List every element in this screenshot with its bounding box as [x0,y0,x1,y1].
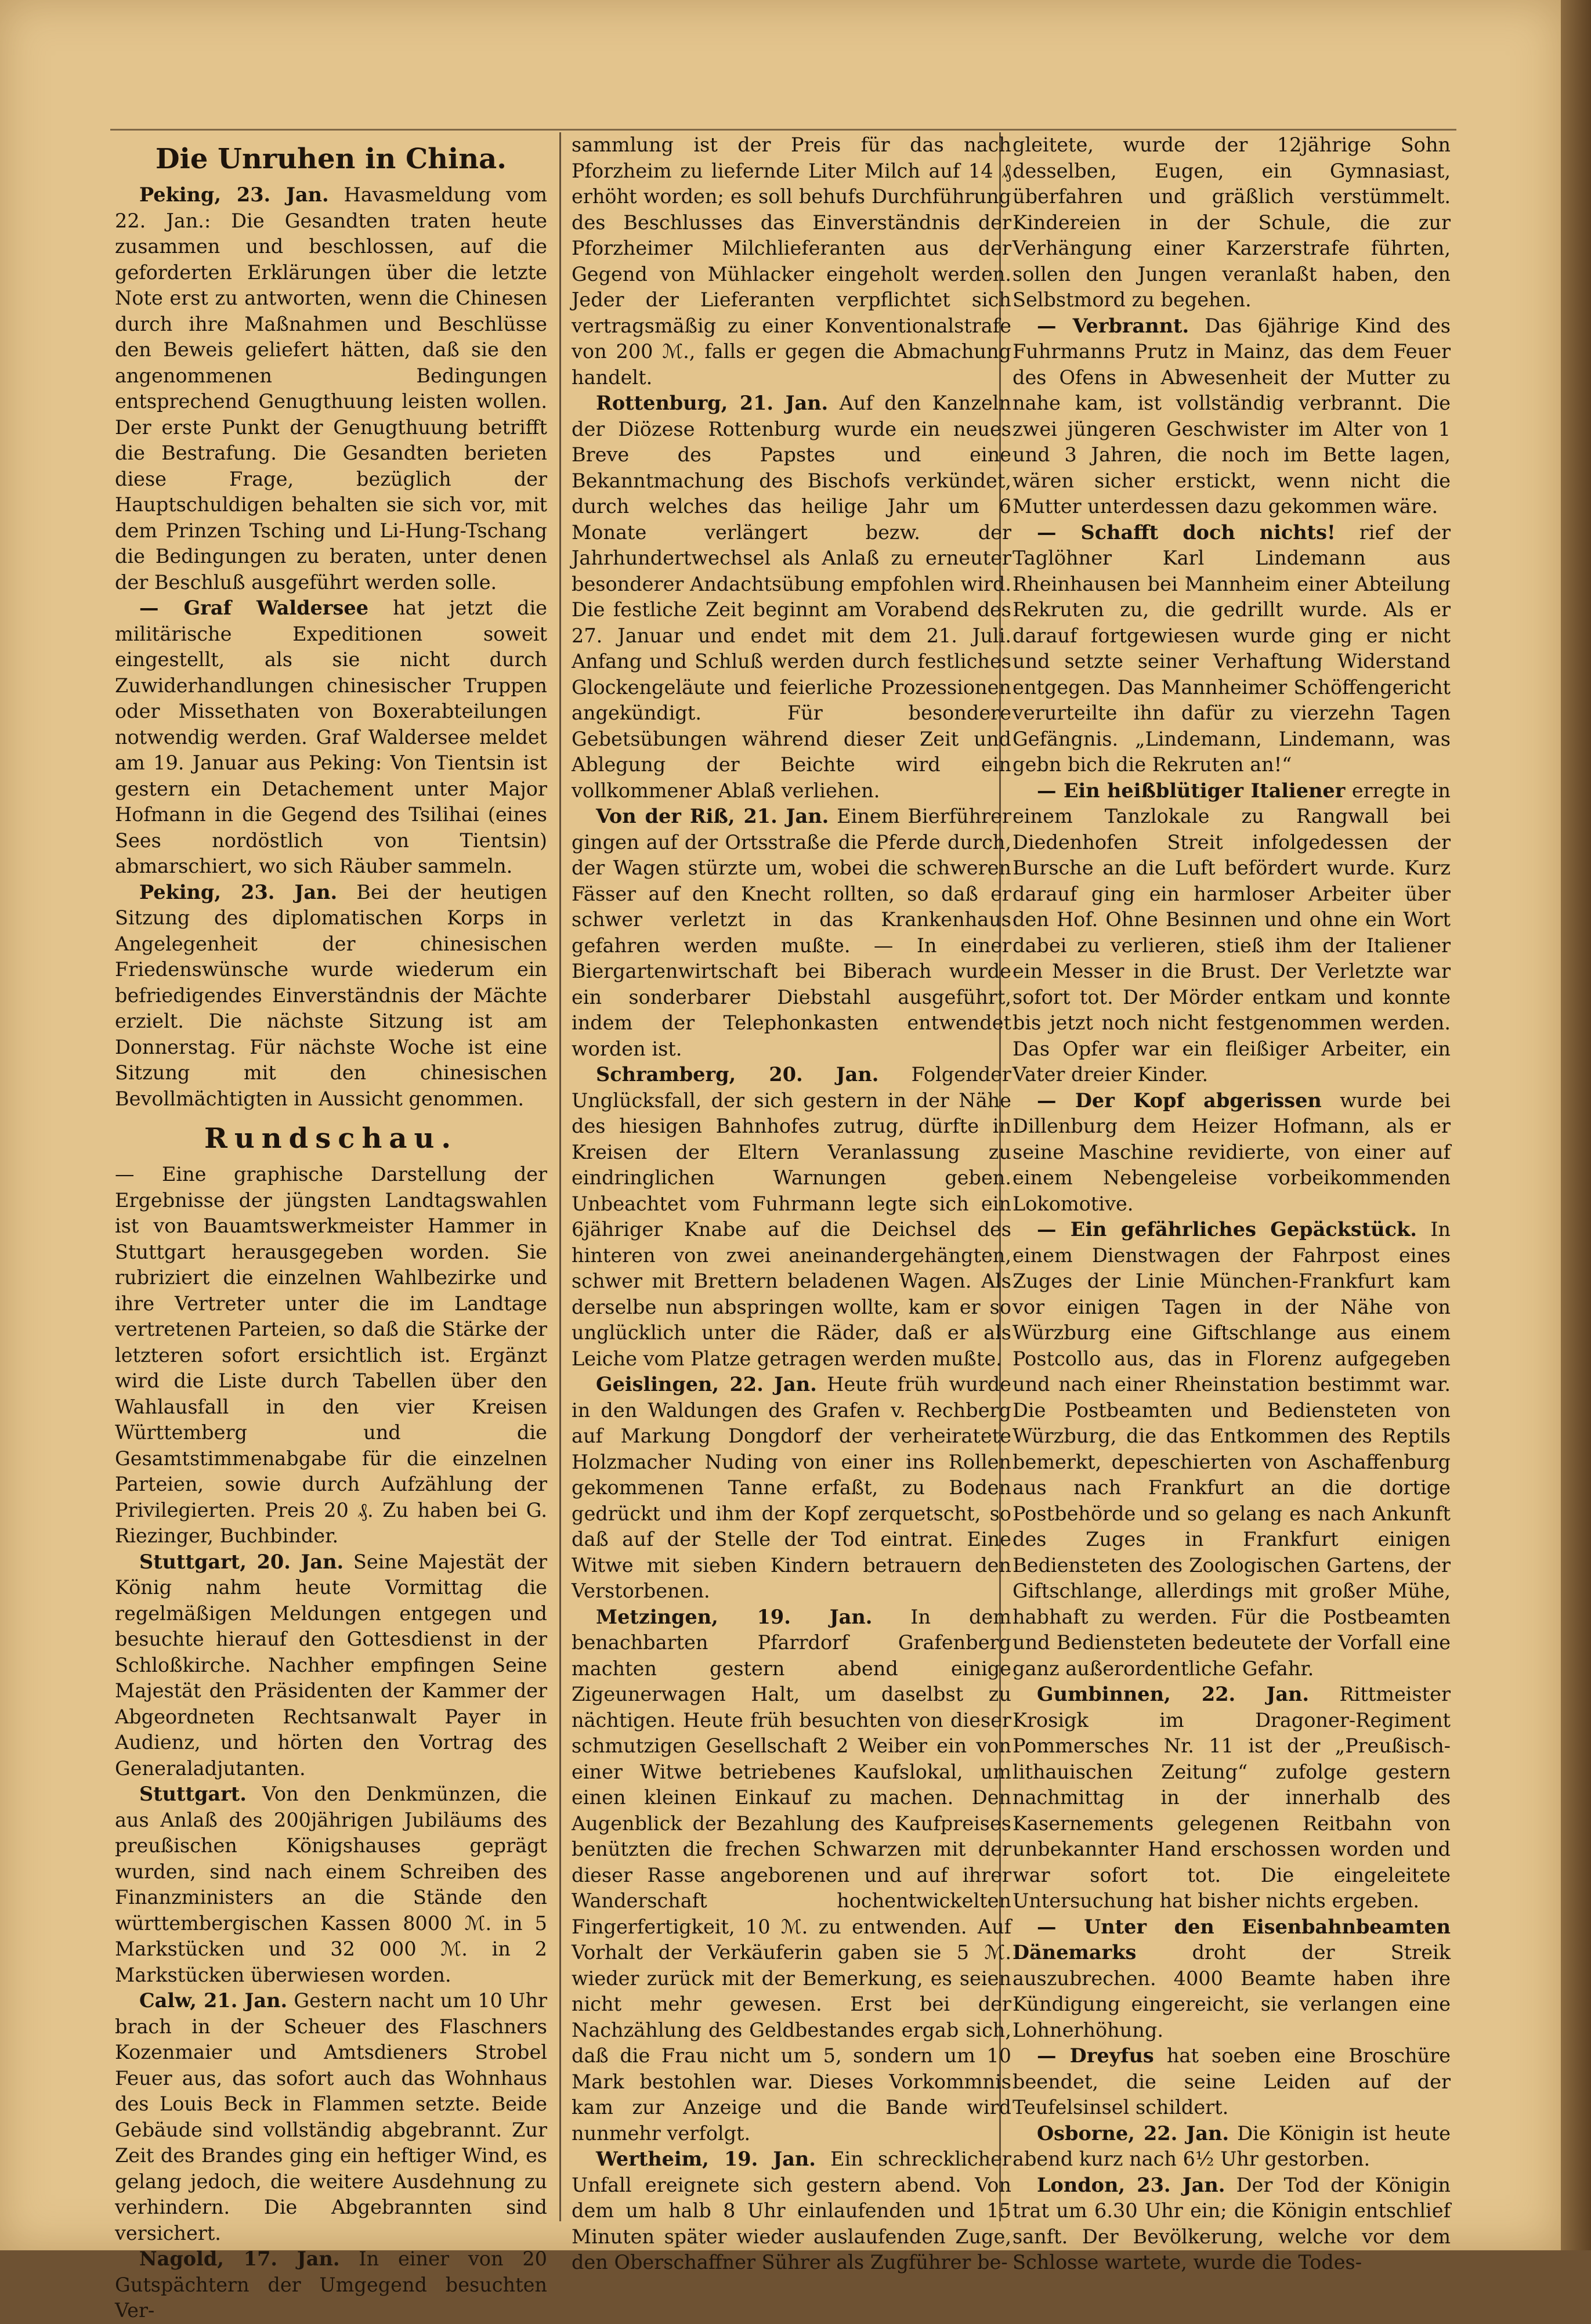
article-text: Bei der heutigen Sitzung des diplomatischen Korps in Angelegenheit der chinesischen Friedenswünsche wurde wiederum ein befriedigendes Einverständnis der Mächte erzielt. Die nächste Sitzung ist am Donnerstag. Für nächste Woche ist eine Sitzung mit den chinesischen Bevollmächtigten in Aussicht genommen. [115,880,547,1110]
column-rule [559,132,561,2221]
article-text: Havasmeldung vom 22. Jan.: Die Gesandten traten heute zusammen und beschlossen, auf die geforderten Erklärungen über die letzte Note erst zu antworten, wenn die Chinesen durch ihre Maßnahmen und Beschlüsse den Beweis geliefert hätten, daß sie den angenommenen Bedingungen entsprechend Genugthuung leisten wollen. Der erste Punkt der Genugthuung betrifft die Bestrafung. Die Gesandten berieten diese Frage, bezüglich der Hauptschuldigen behalten sie sich vor, mit dem Prinzen Tsching und Li-Hung-Tschang die Bedingungen zu beraten, unter denen der Beschluß ausgeführt werden solle. [115,183,547,594]
article-text: Der Tod der Königin trat um 6.30 Uhr ein; die Königin entschlief sanft. Der Bevölkerung, welche vor dem Schlosse wartete, wurde die Todes- [1013,2173,1451,2274]
article-lead: Osborne, 22. Jan. [1037,2121,1229,2145]
article-lead: — Dreyfus [1037,2044,1154,2067]
article-paragraph [1013,1682,1451,1914]
heading-rundschau: Rundschau. [204,1122,458,1155]
article-text: Die Königin ist heute abend kurz nach 6½ Uhr gestorben. [1013,2121,1451,2170]
top-rule [110,129,1456,131]
article-paragraph [1013,313,1451,520]
article-text: Seine Majestät der König nahm heute Vormittag die regelmäßigen Meldungen entgegen und besuchte hierauf den Gottesdienst in der Schloßkirche. Nachher empfingen Seine Majestät den Präsidenten der Kammer der Abgeordneten Rechtsanwalt Payer in Audienz, und hörten den Vortrag des Generaladjutanten. [115,1550,548,1780]
article-paragraph [1013,1217,1451,1682]
article-lead: — Schafft doch nichts! [1037,521,1336,544]
article-lead: — Verbrannt. [1037,314,1189,337]
article-text: hat jetzt die militärische Expeditionen soweit eingestellt, als sie nicht durch Zuwiderhandlungen chinesischer Truppen oder Missethaten von Boxerabteilungen notwendig werden. Graf Waldersee meldet am 19. Januar aus Peking: Von Tientsin ist gestern ein Detachement unter Major Hofmann in die Gegend des Tsilihai (eines Sees nordöstlich von Tientsin) abmarschiert, wo sich Räuber sammeln. [115,597,547,877]
article-paragraph [1013,2173,1451,2276]
article-lead: — Der Kopf abgerissen [1037,1089,1322,1112]
article-paragraph [115,1988,547,2246]
col1b-articles [115,1162,547,2324]
article-text: gleitete, wurde der 12jährige Sohn desselben, Eugen, ein Gymnasiast, überfahren und gräßlich verstümmelt. Kindereien in der Schule, die zur Verhängung einer Karzerstrafe führten, sollen den Jungen veranlaßt haben, den Selbstmord zu begehen. [1013,133,1451,311]
article-text: In einer von 20 Gutspächtern der Umgegend besuchten Ver- [115,2247,547,2322]
article-paragraph [115,1162,547,1549]
column-3 [1013,132,1451,2274]
article-lead: — Unter den Eisenbahnbeamten Dänemarks [1013,1915,1451,1964]
article-text: — Eine graphische Darstellung der Ergebnisse der jüngsten Landtagswahlen ist von Bauamtswerkmeister Hammer in Stuttgart herausgegeben worden. Sie rubriziert die einzelnen Wahlbezirke und ihre Vertreter unter die im Landtage vertretenen Parteien, so daß die Stärke der letzteren sofort ersichtlich ist. Ergänzt wird die Liste durch Tabellen über den Wahlausfall in den vier Kreisen Württemberg und die Gesamtstimmenabgabe für die einzelnen Parteien, sowie durch Aufzählung der Privilegierten. Preis 20 ₰. Zu haben bei G. Riezinger, Buchbinder. [115,1163,547,1547]
article-text: Das 6jährige Kind des Fuhrmanns Prutz in Mainz, das dem Feuer des Ofens in Abwesenheit der Mutter zu nahe kam, ist vollständig verbrannt. Die zwei jüngeren Geschwister im Alter von 1 und 3 Jahren, die noch im Bette lagen, wären sicher erstickt, wenn nicht die Mutter unterdessen dazu gekommen wäre. [1013,314,1451,518]
article-lead: Nagold, 17. Jan. [139,2247,340,2270]
article-text: erregte in einem Tanzlokale zu Rangwall bei Diedenhofen Streit infolgedessen der Bursche an die Luft befördert wurde. Kurz darauf ging ein harmloser Arbeiter über den Hof. Ohne Besinnen und ohne ein Wort dabei zu verlieren, stieß ihm der Italiener ein Messer in die Brust. Der Verletzte war sofort tot. Der Mörder entkam und konnte bis jetzt noch nicht festgenommen werden. Das Opfer war ein fleißiger Arbeiter, ein Vater dreier Kinder. [1013,779,1451,1086]
article-paragraph [572,132,1011,391]
article-text: In dem benachbarten Pfarrdorf Grafenberg machten gestern abend einige Zigeunerwagen Halt, um daselbst zu nächtigen. Heute früh besuchten von dieser schmutzigen Gesellschaft 2 Weiber ein von einer Witwe betriebenes Kaufslokal, um einen kleinen Einkauf zu machen. Den Augenblick der Bezahlung des Kaufpreises benützten die frechen Schwarzen mit der dieser Rasse angeborenen und auf ihrer Wanderschaft hochentwickelten Fingerfertigkeit, 10 ℳ. zu entwenden. Auf Vorhalt der Verkäuferin gaben sie 5 ℳ. wieder zurück mit der Bemerkung, es seien nicht mehr gewesen. Erst bei der Nachzählung des Geldbestandes ergab sich, daß die Frau nicht um 5, sondern um 10 Mark bestohlen war. Dieses Vorkommnis kam zur Anzeige und die Bande wird nunmehr verfolgt. [572,1605,1012,2145]
article-text: sammlung ist der Preis für das nach Pforzheim zu liefernde Liter Milch auf 14 ₰ erhöht worden; es soll behufs Durchführung des Beschlusses das Einverständnis der Pforzheimer Milchlieferanten aus der Gegend von Mühlacker eingeholt werden. Jeder der Lieferanten verpflichtet sich vertragsmäßig zu einer Konventionalstrafe von 200 ℳ., falls er gegen die Abmachung handelt. [572,133,1011,389]
article-text: rief der Taglöhner Karl Lindemann aus Rheinhausen bei Mannheim einer Abteilung Rekruten zu, die gedrillt wurde. Als er darauf fortgewiesen wurde ging er nicht und setzte seiner Verhaftung Widerstand entgegen. Das Mannheimer Schöffengericht verurteilte ihn dafür zu vierzehn Tagen Gefängnis. „Lindemann, Lindemann, was gebn bich die Rekruten an!“ [1013,521,1451,776]
article-lead: Wertheim, 19. Jan. [596,2148,816,2170]
article-lead: — Graf Waldersee [139,597,369,619]
article-paragraph [115,182,547,595]
article-lead: Gumbinnen, 22. Jan. [1037,1683,1310,1705]
article-paragraph [115,1549,547,1782]
article-paragraph [115,2246,547,2324]
article-text: hat soeben eine Broschüre beendet, die seine Leiden auf der Teufelsinsel schildert. [1013,2044,1451,2119]
article-lead: Rottenburg, 21. Jan. [596,392,829,414]
article-text: droht der Streik auszubrechen. 4000 Beamte haben ihre Kündigung eingereicht, sie verlangen eine Lohnerhöhung. [1013,1941,1451,2041]
article-lead: Peking, 23. Jan. [139,880,338,903]
article-text: Einem Bierführer gingen auf der Ortsstraße die Pferde durch, der Wagen stürzte um, wobei die schweren Fässer auf den Knecht rollten, so daß er schwer verletzt in das Krankenhaus gefahren werden mußte. — In einer Biergartenwirtschaft bei Biberach wurde ein sonderbarer Diebstahl ausgeführt, indem der Telephonkasten entwendet worden ist. [572,805,1011,1060]
article-text: Gestern nacht um 10 Uhr brach in der Scheuer des Flaschners Kozenmaier und Amtsdieners Strobel Feuer aus, das sofort auch das Wohnhaus des Louis Beck in Flammen setzte. Beide Gebäude sind vollständig abgebrannt. Zur Zeit des Brandes ging ein heftiger Wind, es gelang jedoch, die weitere Ausdehnung zu verhindern. Die Abgebrannten sind versichert. [115,1989,548,2245]
article-paragraph [572,1062,1011,1372]
article-paragraph [1013,778,1451,1088]
article-text: wurde bei Dillenburg dem Heizer Hofmann, als er seine Maschine revidierte, von einer auf einem Nebengeleise vorbeikommenden Lokomotive. [1013,1089,1451,1215]
article-paragraph [572,1372,1011,1604]
article-lead: Peking, 23. Jan. [139,183,329,206]
column-2 [572,132,1012,2274]
article-paragraph [1013,1088,1451,1217]
article-lead: London, 23. Jan. [1037,2173,1225,2196]
article-text: Folgender Unglücksfall, der sich gestern in der Nähe des hiesigen Bahnhofes zutrug, dürfte in Kreisen der Eltern Veranlassung zu eindringlichen Warnungen geben. Unbeachtet vom Fuhrmann legte sich ein 6jähriger Knabe auf die Deichsel des hinteren von zwei aneinandergehängten, schwer mit Brettern beladenen Wagen. Als derselbe nun abspringen wollte, kam er so unglücklich unter die Räder, daß er als Leiche vom Platze getragen werden mußte. [572,1063,1011,1370]
article-paragraph [572,391,1011,804]
page-edge [1561,0,1591,2250]
article-paragraph [1013,2121,1451,2173]
article-paragraph [1013,132,1451,313]
article-lead: Metzingen, 19. Jan. [596,1605,873,1628]
article-paragraph [1013,2043,1451,2121]
article-lead: Schramberg, 20. Jan. [596,1063,879,1086]
col1-articles [115,182,547,1112]
article-paragraph [115,595,547,880]
article-lead: Stuttgart. [139,1783,247,1805]
col3-articles [1013,132,1451,2276]
article-paragraph [115,1781,547,1988]
article-lead: Calw, 21. Jan. [139,1989,288,2012]
article-paragraph [572,2146,1011,2276]
article-lead: Stuttgart, 20. Jan. [139,1550,344,1573]
article-text: In einem Dienstwagen der Fahrpost eines Zuges der Linie München-Frankfurt kam vor einigen Tagen in der Nähe von Würzburg eine Giftschlange aus einem Postcollo aus, das in Florenz aufgegeben und nach einer Rheinstation bestimmt war. Die Postbeamten und Bediensteten von Würzburg, die das Entkommen des Reptils bemerkt, depeschierten von Aschaffenburg aus nach Frankfurt an die dortige Postbehörde und so gelang es nach Ankunft des Zuges in Frankfurt einigen Bediensteten des Zoologischen Gartens, der Giftschlange, allerdings mit großer Mühe, habhaft zu werden. Für die Postbeamten und Bediensteten bedeutete der Vorfall eine ganz außerordentliche Gefahr. [1013,1218,1451,1680]
article-paragraph [1013,520,1451,778]
article-text: Von den Denkmünzen, die aus Anlaß des 200jährigen Jubiläums des preußischen Königshauses geprägt wurden, sind nach einem Schreiben des Finanzministers an die Stände den württembergischen Kassen 8000 ℳ. in 5 Markstücken und 32 000 ℳ. in 2 Markstücken überwiesen worden. [115,1783,547,1986]
article-lead: Von der Riß, 21. Jan. [596,805,829,827]
article-paragraph [572,804,1011,1062]
col2-articles [572,132,1011,2276]
article-text: Auf den Kanzeln der Diözese Rottenburg wurde ein neues Breve des Papstes und eine Bekanntmachung des Bischofs verkündet, durch welches das heilige Jahr um 6 Monate verlängert bezw. der Jahrhundertwechsel als Anlaß zu erneuter besonderer Andachtsübung empfohlen wird. Die festliche Zeit beginnt am Vorabend des 27. Januar und endet mit dem 21. Juli. Anfang und Schluß werden durch festliches Glockengeläute und feierliche Prozessionen angekündigt. Für besondere Gebetsübungen während dieser Zeit und Ablegung der Beichte wird ein vollkommener Ablaß verliehen. [572,392,1011,802]
article-text: Ein schrecklicher Unfall ereignete sich gestern abend. Von dem um halb 8 Uhr einlaufenden und 15 Minuten später wieder auslaufenden Zuge, den Oberschaffner Sührer als Zugführer be- [572,2148,1011,2274]
article-paragraph [1013,1914,1451,2044]
heading-china: Die Unruhen in China. [156,143,507,175]
article-lead: — Ein gefährliches Gepäckstück. [1037,1218,1417,1241]
article-lead: — Ein heißblütiger Italiener [1037,779,1346,802]
column-1 [115,132,548,2322]
article-paragraph [115,880,547,1112]
article-lead: Geislingen, 22. Jan. [596,1373,817,1396]
article-paragraph [572,1604,1011,2147]
article-text: Heute früh wurde in den Waldungen des Grafen v. Rechberg auf Markung Dongdorf der verheiratete Holzmacher Nuding von einer ins Rollen gekommenen Tanne erfaßt, zu Boden gedrückt und ihm der Kopf zerquetscht, so daß auf der Stelle der Tod eintrat. Eine Witwe mit sieben Kindern betrauern den Verstorbenen. [572,1373,1011,1602]
article-text: Rittmeister Krosigk im Dragoner-Regiment Pommersches Nr. 11 ist der „Preußisch-lithauischen Zeitung“ zufolge gestern nachmittag in der innerhalb des Kasernements gelegenen Reitbahn von unbekannter Hand erschossen worden und war sofort tot. Die eingeleitete Untersuchung hat bisher nichts ergeben. [1013,1683,1451,1912]
